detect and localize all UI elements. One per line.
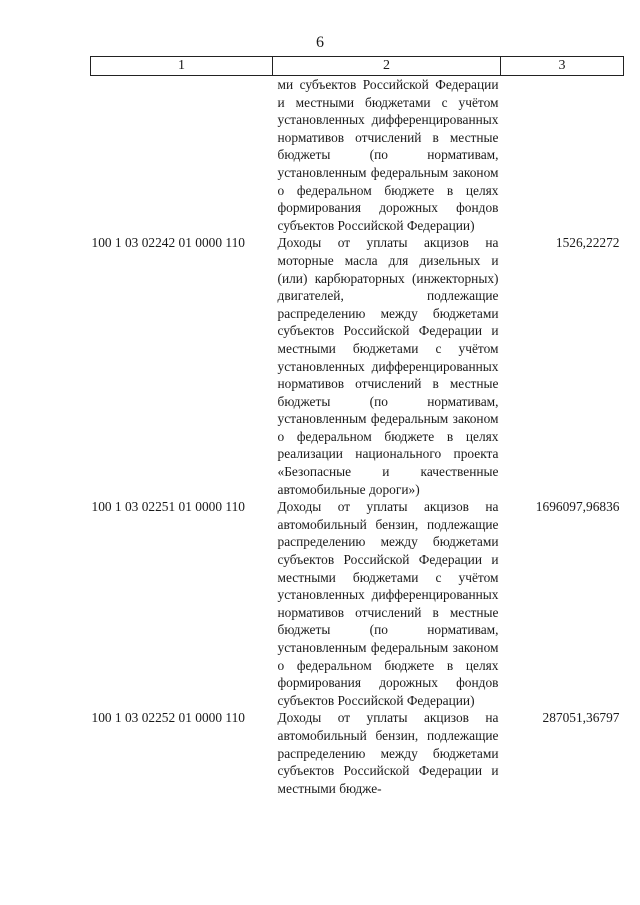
column-header-2: 2: [273, 57, 501, 76]
row-description: Доходы от уплаты акцизов на моторные масла для дизельных и (или) карбюраторных (инжекторных) двигателей, подлежащие распределению между бюджетами субъектов Российской Федерации и местными бюджетами с учётом установленных дифференцированных нормативов отчислений в местные бюджеты (по нормативам, установленным федеральным законом о федеральном бюджете в целях реализации национального проекта «Безопасные и качественные автомобильные дороги»): [277, 235, 499, 497]
page-number: 6: [316, 34, 324, 51]
table-row: [91, 498, 624, 709]
row-amount: 1526,22272: [555, 235, 620, 251]
row-code: 100 1 03 02251 01 0000 110: [91, 499, 245, 515]
table-header-row: [91, 57, 624, 76]
column-header-1: 1: [91, 57, 273, 76]
row-description: ми субъектов Российской Федерации и местными бюджетами с учётом установленных дифференцированных нормативов отчислений в местные бюджеты (по нормативам, установленным федеральным законом о федеральном бюджете в целях формирования дорожных фондов субъектов Российской Федерации): [277, 77, 499, 233]
row-amount: 1696097,96836: [535, 499, 620, 515]
table-row: [91, 234, 624, 498]
row-description: Доходы от уплаты акцизов на автомобильный бензин, подлежащие распределению между бюджетами субъектов Российской Федерации и местными бюдже-: [277, 710, 499, 796]
row-description: Доходы от уплаты акцизов на автомобильный бензин, подлежащие распределению между бюджетами субъектов Российской Федерации и местными бюджетами с учётом установленных дифференцированных нормативов отчислений в местные бюджеты (по нормативам, установленным федеральным законом о федеральном бюджете в целях формирования дорожных фондов субъектов Российской Федерации): [277, 499, 499, 708]
row-amount: 287051,36797: [542, 710, 620, 726]
row-amount: [501, 76, 624, 235]
row-code: 100 1 03 02252 01 0000 110: [91, 710, 245, 726]
row-code: 100 1 03 02242 01 0000 110: [91, 235, 245, 251]
revenue-table: [90, 56, 624, 797]
row-code: [91, 76, 273, 235]
table-row: [91, 709, 624, 797]
column-header-3: 3: [501, 57, 624, 76]
table-row: [91, 76, 624, 235]
